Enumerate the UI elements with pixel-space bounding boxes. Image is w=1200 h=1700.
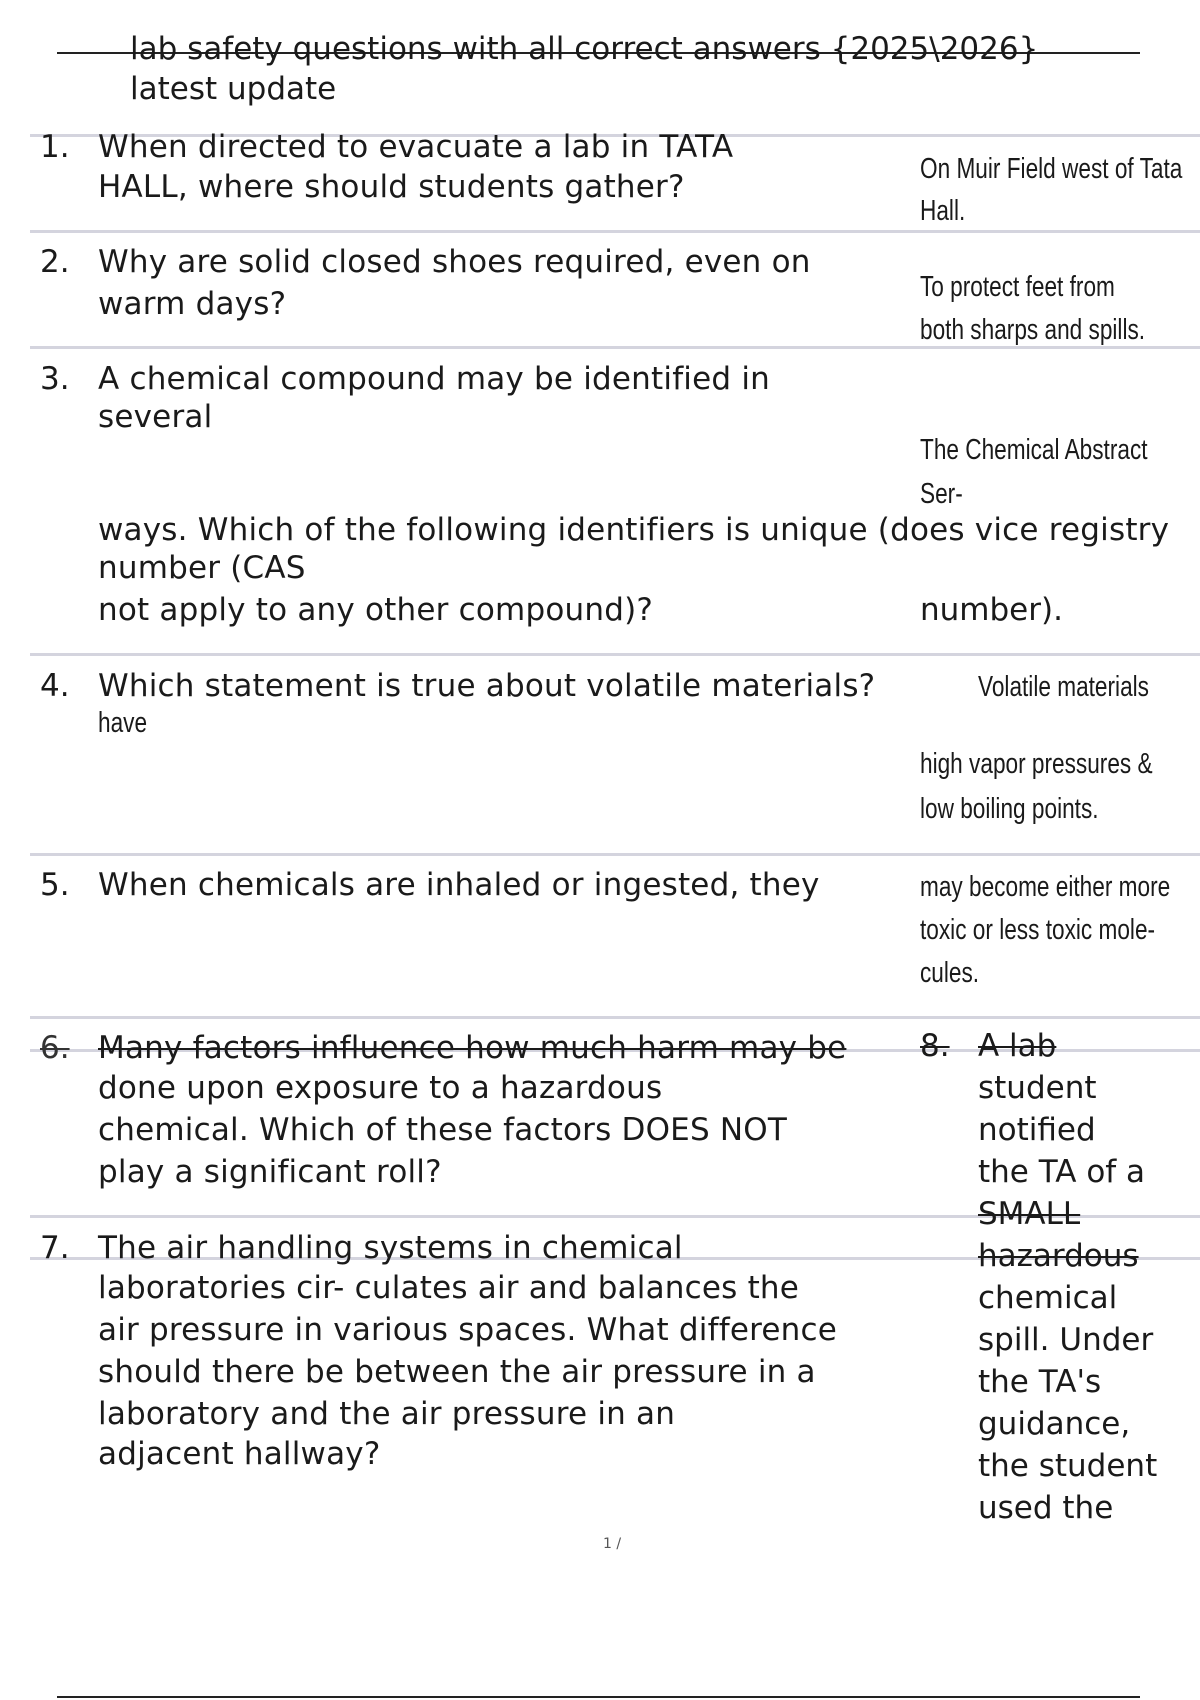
question-6-line: Many factors influence how much harm may be xyxy=(98,1030,847,1066)
question-5-line: When chemicals are inhaled or ingested, they xyxy=(98,867,820,903)
answer-3-end: number). xyxy=(920,592,1063,628)
question-8-line: chemical xyxy=(978,1280,1118,1316)
question-6-line: play a significant roll? xyxy=(98,1154,442,1190)
document-title: lab safety questions with all correct answers {2025\2026} xyxy=(130,31,1039,67)
question-1-line: HALL, where should students gather? xyxy=(98,169,685,205)
answer-2: To protect feet from both sharps and spills. xyxy=(920,271,1146,346)
answer-4: high vapor pressures & low boiling points. xyxy=(920,748,1153,825)
question-number: 7. xyxy=(40,1230,70,1266)
answer-4-cont: have xyxy=(98,707,148,739)
question-number: 8. xyxy=(920,1028,950,1064)
footer-line xyxy=(57,1696,1140,1698)
row-divider xyxy=(30,1016,1200,1019)
question-8-line: the TA's xyxy=(978,1364,1102,1400)
row-divider xyxy=(30,653,1200,656)
question-7-line: air pressure in various spaces. What difference xyxy=(98,1312,837,1348)
question-8-line: notified xyxy=(978,1112,1096,1148)
question-8-column xyxy=(978,1025,1200,1529)
answer-3-part: The Chemical Abstract Ser- xyxy=(920,434,1148,510)
question-7-line: laboratories cir- culates air and balances the xyxy=(98,1270,800,1306)
question-3-line: number (CAS xyxy=(98,550,306,586)
question-3-line: not apply to any other compound)? xyxy=(98,592,654,628)
question-8-line: used the xyxy=(978,1490,1114,1526)
question-3-line: A chemical compound may be identified in xyxy=(98,361,770,397)
question-8-line: SMALL xyxy=(978,1196,1081,1232)
question-7-line: laboratory and the air pressure in an xyxy=(98,1396,676,1432)
question-8-line: spill. Under xyxy=(978,1322,1154,1358)
row-divider xyxy=(30,853,1200,856)
question-number: 6. xyxy=(40,1030,70,1066)
answer-5: may become either more toxic or less toxic mole- cules. xyxy=(920,871,1171,989)
question-8-line: hazardous xyxy=(978,1238,1139,1274)
question-8-line: the TA of a xyxy=(978,1154,1146,1190)
question-4-line: Which statement is true about volatile materials? xyxy=(98,668,876,704)
answer-4-start: Volatile materials xyxy=(978,671,1149,703)
question-7-line: The air handling systems in chemical xyxy=(98,1230,683,1266)
question-7-line: adjacent hallway? xyxy=(98,1436,381,1472)
question-8-line: guidance, xyxy=(978,1406,1131,1442)
question-8-line: the student xyxy=(978,1448,1158,1484)
question-2-line: warm days? xyxy=(98,286,287,322)
question-8-line: student xyxy=(978,1070,1097,1106)
document-subtitle: latest update xyxy=(130,71,337,107)
question-8-line: A lab xyxy=(978,1028,1057,1064)
question-6-line: done upon exposure to a hazardous xyxy=(98,1070,663,1106)
question-number: 3. xyxy=(40,361,70,397)
question-3-line: several xyxy=(98,399,213,435)
question-number: 1. xyxy=(40,129,70,165)
question-number: 4. xyxy=(40,668,70,704)
question-7-line: should there be between the air pressure in a xyxy=(98,1354,816,1390)
question-2-line: Why are solid closed shoes required, even on xyxy=(98,244,811,280)
question-number: 5. xyxy=(40,867,70,903)
answer-1: On Muir Field west of Tata Hall. xyxy=(920,153,1183,227)
question-1-line: When directed to evacuate a lab in TATA xyxy=(98,129,734,165)
question-6-line: chemical. Which of these factors DOES NOT xyxy=(98,1112,788,1148)
question-number: 2. xyxy=(40,244,70,280)
page-number: 1 / xyxy=(603,1536,622,1552)
question-3-line: ways. Which of the following identifiers is unique (does vice registry xyxy=(98,512,1170,548)
